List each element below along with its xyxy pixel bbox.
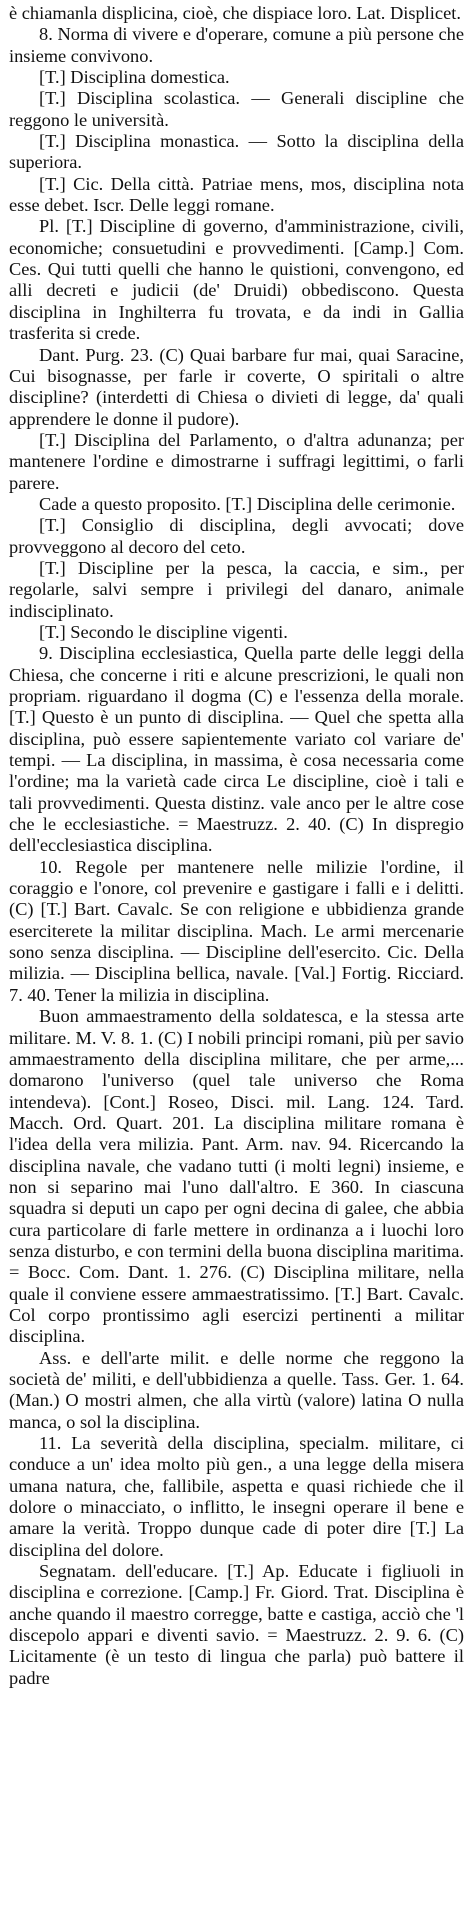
text-paragraph: [T.] Disciplina scolastica. — Generali discipline che reggono le università. [9, 88, 464, 130]
text-paragraph: Pl. [T.] Discipline di governo, d'amministrazione, civili, economiche; consuetudini e provvedimenti. [Camp.] Com. Ces. Qui tutti quelli che hanno le quistioni, convengono, ed alli decreti e judicii (de' Druidi) obbediscono. Questa disciplina in Inghilterra fu trovata, e da indi in Gallia trasferita si crede. [9, 216, 464, 344]
text-paragraph: [T.] Cic. Della città. Patriae mens, mos, disciplina nota esse debet. Iscr. Delle leggi romane. [9, 173, 464, 216]
text-paragraph: [T.] Secondo le discipline vigenti. [39, 621, 288, 642]
text-paragraph: 9. Disciplina ecclesiastica, Quella parte delle leggi della Chiesa, che concerne i riti e alcune prescrizioni, le quali non propriam. riguardano il dogma (C) e l'essenza della morale. [T.] Questo è un punto di disciplina. — Quel che spetta alla disciplina, può essere sapientemente variato col variare de' tempi. — La disciplina, in massima, è cosa necessaria come l'ordine; ma la varietà cade circa Le discipline, cioè i tali e tali provvedimenti. Questa distinz. vale anco per le altre cose che le ecclesiastiche. = Maestruzz. 2. 40. (C) In dispregio dell'ecclesiastica disciplina. [9, 643, 464, 856]
text-paragraph: [T.] Consiglio di disciplina, degli avvocati; dove provveggono al decoro del ceto. [9, 515, 464, 557]
text-paragraph: 8. Norma di vivere e d'operare, comune a più persone che insieme convivono. [9, 24, 464, 66]
text-paragraph: Segnatam. dell'educare. [T.] Ap. Educate i figliuoli in disciplina e correzione. [Camp.] Fr. Giord. Trat. Disciplina è anche quando il maestro corregge, batte e castiga, acciò che 'l discepolo appari e diventi savio. = Maestruzz. 2. 9. 6. (C) Licitamente (è un testo di lingua che parla) può battere il padre [9, 1561, 464, 1688]
text-paragraph: Buon ammaestramento della soldatesca, e la stessa arte militare. M. V. 8. 1. (C) I nobili principi romani, più per savio ammaestramento della disciplina militare, che per arme,... domarono l'universo (quel tale universo che Roma intendeva). [Cont.] Roseo, Disci. mil. Lang. 124. Tard. Macch. Ord. Quart. 201. La disciplina militare romana è l'idea della vera milizia. Pant. Arm. nav. 94. Ricercando la disciplina navale, che vadano tutti (i molti legni) insieme, e non si separino mai l'uno dall'altro. E 360. In ciascuna squadra si deputi un capo per ogni decina di galee, che abbia cura particolare di farle mettere in ordinanza a i luochi loro senza disturbo, e con termini della buona disciplina maritima. = Bocc. Com. Dant. 1. 276. (C) Disciplina militare, nella quale il conviene essere ammaestratissimo. [T.] Bart. Cavalc. Col corpo prontissimo agli esercizi pertinenti a militar disciplina. [9, 1006, 464, 1347]
text-paragraph: [T.] Discipline per la pesca, la caccia, e sim., per regolarle, salvi sempre i privilegi del danaro, animale indisciplinato. [9, 557, 464, 621]
text-paragraph: Ass. e dell'arte milit. e delle norme che reggono la società de' militi, e dell'ubbidienza a quelle. Tass. Ger. 1. 64. (Man.) O mostri almen, che alla virtù (valore) latina O nulla manca, o sol la disciplina. [9, 1347, 464, 1432]
text-paragraph: [T.] Disciplina del Parlamento, o d'altra adunanza; per mantenere l'ordine e dimostrarne i suffragi legittimi, o farli parere. [9, 429, 464, 493]
text-paragraph: 11. La severità della disciplina, specialm. militare, ci conduce a un' idea molto più gen., a una legge della misera umana natura, che, fallibile, aspetta e quasi richiede che il dolore o minacciato, o inflitto, le insegni operare il bene e amare la verità. Troppo dunque cade di poter dire [T.] La disciplina del dolore. [9, 1433, 464, 1560]
text-paragraph: Cade a questo proposito. [T.] Disciplina delle cerimonie. [39, 493, 456, 514]
text-paragraph: [T.] Disciplina domestica. [39, 67, 230, 88]
text-paragraph: è chiamanla displicina, cioè, che dispiace loro. Lat. Displicet. [9, 3, 461, 23]
text-paragraph: 10. Regole per mantenere nelle milizie l'ordine, il coraggio e l'onore, col prevenire e gastigare i falli e i delitti. (C) [T.] Bart. Cavalc. Se con religione e ubbidienza grande eserciterete la militar disciplina. Mach. Le armi mercenarie sono senza disciplina. — Discipline dell'esercito. Cic. Della milizia. — Disciplina bellica, navale. [Val.] Fortig. Ricciard. 7. 40. Tener la milizia in disciplina. [9, 856, 464, 1005]
text-paragraph: [T.] Disciplina monastica. — Sotto la disciplina della superiora. [9, 131, 464, 173]
text-paragraph: Dant. Purg. 23. (C) Quai barbare fur mai, quai Saracine, Cui bisognasse, per farle ir coverte, O spiritali o altre discipline? (interdetti di Chiesa o divieti di legge, da' quali apprendere le donne il pudore). [9, 344, 464, 429]
